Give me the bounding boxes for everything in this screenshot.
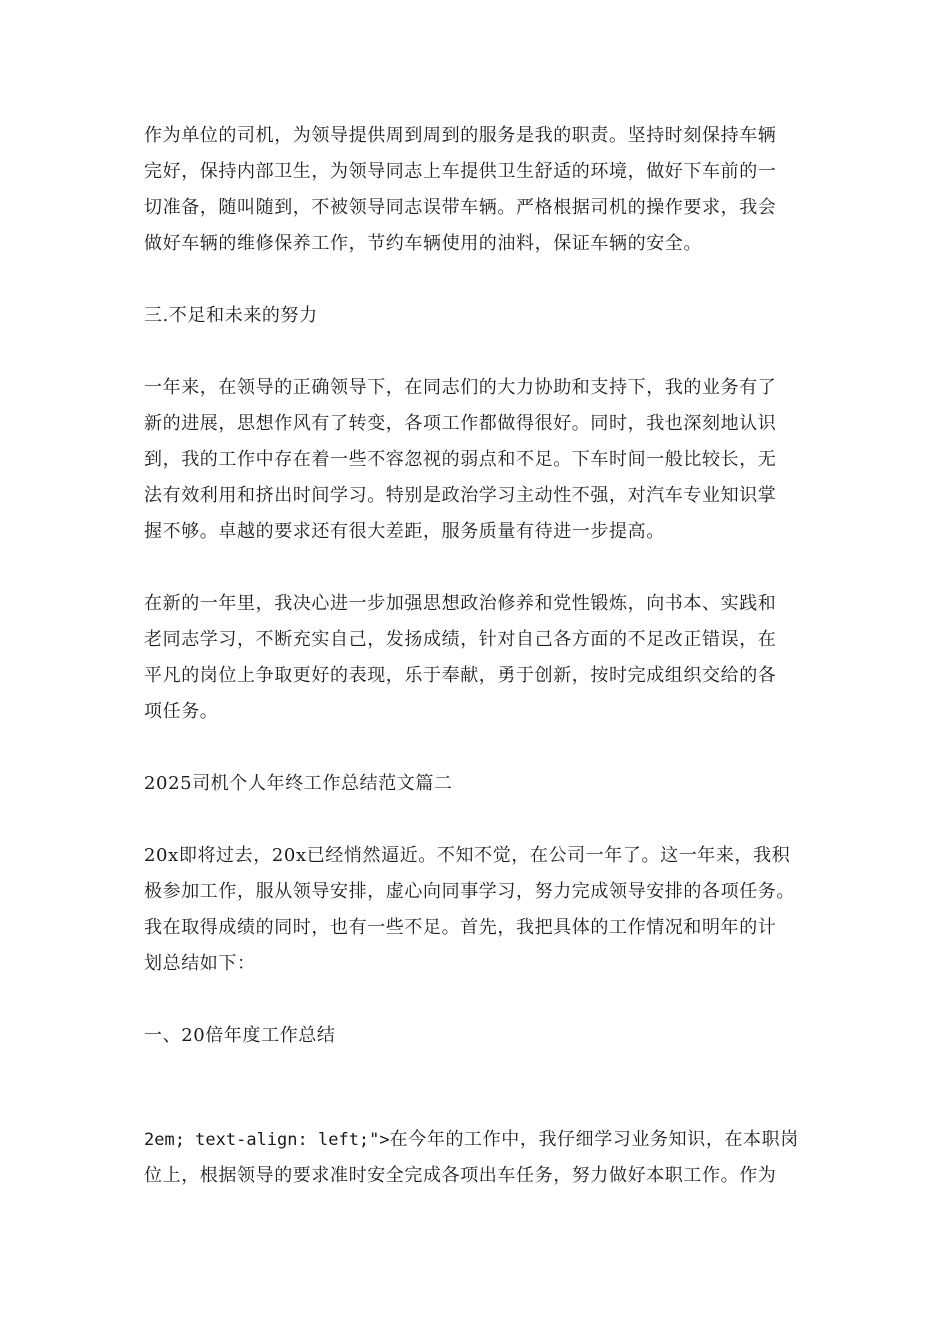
paragraph-line: 做好车辆的维修保养工作，节约车辆使用的油料，保证车辆的安全。 xyxy=(144,233,702,254)
paragraph-line: 到，我的工作中存在着一些不容忽视的弱点和不足。下车时间一般比较长，无 xyxy=(144,449,777,470)
markup-fragment: 2em; text-align: left;"> xyxy=(144,1130,390,1150)
paragraph-line: 20x即将过去，20x已经悄然逼近。不知不觉，在公司一年了。这一年来，我积 xyxy=(144,845,791,866)
paragraph-line: 极参加工作，服从领导安排，虚心向同事学习，努力完成领导安排的各项任务。 xyxy=(144,881,795,902)
paragraph-line: 一年来，在领导的正确领导下，在同志们的大力协助和支持下，我的业务有了 xyxy=(144,377,777,398)
paragraph-line xyxy=(144,1128,799,1152)
paragraph-line: 项任务。 xyxy=(144,701,219,722)
section-heading: 三.不足和未来的努力 xyxy=(144,305,318,326)
paragraph-line: 法有效利用和挤出时间学习。特别是政治学习主动性不强，对汽车专业知识掌 xyxy=(144,485,777,506)
paragraph-line: 新的进展，思想作风有了转变，各项工作都做得很好。同时，我也深刻地认识 xyxy=(144,413,777,434)
paragraph-line: 作为单位的司机，为领导提供周到周到的服务是我的职责。坚持时刻保持车辆 xyxy=(144,125,777,146)
section-heading: 一、20倍年度工作总结 xyxy=(144,1025,336,1046)
article-title: 2025司机个人年终工作总结范文篇二 xyxy=(144,773,453,794)
paragraph-line: 我在取得成绩的同时，也有一些不足。首先，我把具体的工作情况和明年的计 xyxy=(144,917,777,938)
paragraph-line: 完好，保持内部卫生，为领导同志上车提供卫生舒适的环境，做好下车前的一 xyxy=(144,161,777,182)
paragraph-line: 握不够。卓越的要求还有很大差距，服务质量有待进一步提高。 xyxy=(144,521,665,542)
paragraph-line: 切准备，随叫随到，不被领导同志误带车辆。严格根据司机的操作要求，我会 xyxy=(144,197,777,218)
paragraph-line: 位上，根据领导的要求准时安全完成各项出车任务，努力做好本职工作。作为 xyxy=(144,1165,777,1186)
paragraph-text: 在今年的工作中，我仔细学习业务知识，在本职岗 xyxy=(389,1129,799,1150)
paragraph-line: 老同志学习，不断充实自己，发扬成绩，针对自己各方面的不足改正错误，在 xyxy=(144,629,777,650)
paragraph-line: 在新的一年里，我决心进一步加强思想政治修养和党性锻炼，向书本、实践和 xyxy=(144,593,777,614)
paragraph-line: 划总结如下： xyxy=(144,953,256,974)
paragraph-line: 平凡的岗位上争取更好的表现，乐于奉献，勇于创新，按时完成组织交给的各 xyxy=(144,665,777,686)
